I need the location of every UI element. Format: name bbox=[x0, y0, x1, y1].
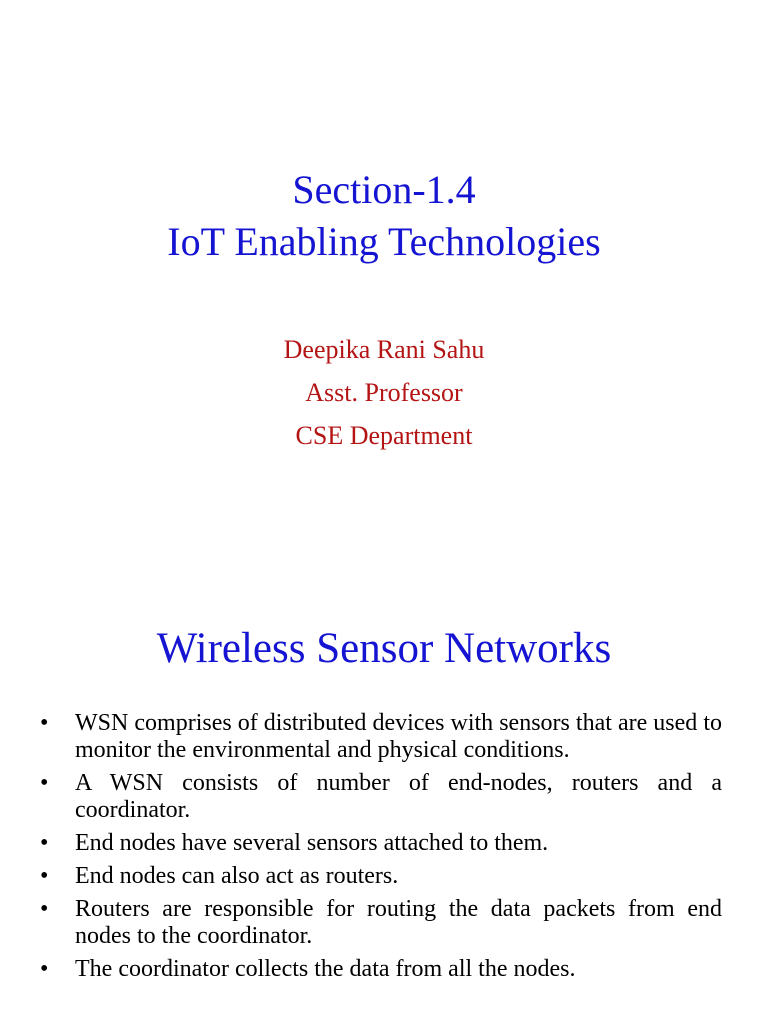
author-name: Deepika Rani Sahu bbox=[283, 335, 485, 364]
bullet-dot-icon: • bbox=[40, 830, 49, 856]
bullet-dot-icon: • bbox=[40, 956, 49, 982]
wsn-bullet-list bbox=[38, 710, 722, 989]
slide-title-section: Section-1.4 bbox=[292, 167, 476, 212]
bullet-dot-icon: • bbox=[40, 896, 49, 922]
bullet-item bbox=[38, 830, 722, 857]
bullet-text: WSN comprises of distributed devices with sensors that are used to monitor the environmental and physical conditions. bbox=[75, 710, 722, 763]
bullet-text: End nodes have several sensors attached to them. bbox=[75, 830, 549, 856]
author-department: CSE Department bbox=[295, 421, 473, 450]
slide-title-main: IoT Enabling Technologies bbox=[167, 219, 601, 264]
bullet-text: The coordinator collects the data from all the nodes. bbox=[75, 956, 576, 982]
bullet-text: Routers are responsible for routing the data packets from end nodes to the coordinator. bbox=[75, 896, 722, 949]
bullet-item bbox=[38, 710, 722, 764]
bullet-dot-icon: • bbox=[40, 710, 49, 736]
bullet-item bbox=[38, 896, 722, 950]
bullet-item bbox=[38, 863, 722, 890]
wsn-heading: Wireless Sensor Networks bbox=[156, 625, 612, 672]
bullet-text: A WSN consists of number of end-nodes, routers and a coordinator. bbox=[75, 770, 722, 823]
bullet-item bbox=[38, 770, 722, 824]
bullet-dot-icon: • bbox=[40, 770, 49, 796]
bullet-text: End nodes can also act as routers. bbox=[75, 863, 399, 889]
bullet-item bbox=[38, 956, 722, 983]
bullet-dot-icon: • bbox=[40, 863, 49, 889]
author-designation: Asst. Professor bbox=[305, 378, 463, 407]
